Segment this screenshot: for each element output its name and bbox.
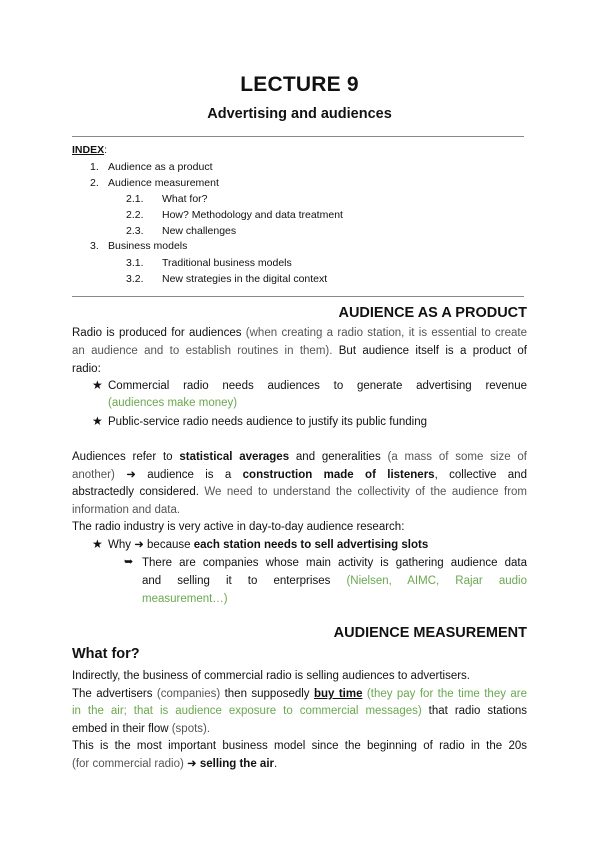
bullet-item: Commercial radio needs audiences to generate advertising revenue: [108, 380, 527, 392]
paragraph-line: information and data.: [72, 504, 181, 516]
index-heading: INDEX:: [72, 144, 108, 156]
index-item: 2.3. New challenges: [126, 225, 237, 237]
bullet-item: Why ➜ because each station needs to sell advertising slots: [108, 539, 429, 551]
paragraph-line: Radio is produced for audiences (when creating a radio station, it is essential to create: [72, 327, 528, 339]
star-icon: ★: [92, 414, 103, 428]
paragraph-line: The advertisers (companies) then supposedly buy time (they pay for the time they are: [72, 688, 527, 700]
index-item: 3.2. New strategies in the digital context: [126, 273, 328, 285]
divider: [72, 296, 524, 297]
index-item: 3. Business models: [90, 240, 188, 252]
index-item: 3.1. Traditional business models: [126, 257, 292, 269]
sub-bullet-item: There are companies whose main activity is gathering audience data: [142, 557, 527, 569]
paragraph-line: Audiences refer to statistical averages and generalities (a mass of some size of: [72, 451, 527, 463]
paragraph-line: in the air; that is audience exposure to commercial messages) that radio stations: [72, 705, 527, 717]
paragraph-line: Indirectly, the business of commercial radio is selling audiences to advertisers.: [72, 670, 470, 682]
index-item: 2.1. What for?: [126, 193, 208, 205]
bullet-note: (audiences make money): [108, 397, 238, 409]
section-heading-audience-product: AUDIENCE AS A PRODUCT: [338, 305, 527, 321]
section-heading-audience-measurement: AUDIENCE MEASUREMENT: [333, 625, 527, 641]
paragraph-line: embed in their flow (spots).: [72, 723, 211, 735]
paragraph-line: This is the most important business model since the beginning of radio in the 20s: [72, 740, 527, 752]
index-item: 2.2. How? Methodology and data treatment: [126, 209, 343, 221]
index-item: 2. Audience measurement: [90, 177, 219, 189]
sub-bullet-note: measurement…): [142, 593, 228, 605]
sub-bullet-item: and selling it to enterprises (Nielsen, AIMC, Rajar audio: [142, 575, 527, 587]
star-icon: ★: [92, 537, 103, 551]
page-title: LECTURE 9: [240, 73, 359, 96]
bullet-item: Public-service radio needs audience to justify its public funding: [108, 416, 427, 428]
page-subtitle: Advertising and audiences: [207, 106, 392, 122]
paragraph-line: (for commercial radio) ➜ selling the air.: [72, 758, 278, 770]
star-icon: ★: [92, 378, 103, 392]
divider: [72, 136, 524, 137]
paragraph-line: radio:: [72, 363, 101, 375]
index-item: 1. Audience as a product: [90, 161, 213, 173]
arrow-icon: ➥: [124, 556, 134, 568]
paragraph-line: another) ➜ audience is a construction made of listeners, collective and: [72, 469, 527, 481]
paragraph-line: an audience and to establish routines in them). But audience itself is a product of: [72, 345, 527, 357]
paragraph-line: The radio industry is very active in day-to-day audience research:: [72, 521, 405, 533]
subsection-heading: What for?: [72, 646, 140, 662]
paragraph-line: abstractedly considered. We need to understand the collectivity of the audience from: [72, 486, 528, 498]
